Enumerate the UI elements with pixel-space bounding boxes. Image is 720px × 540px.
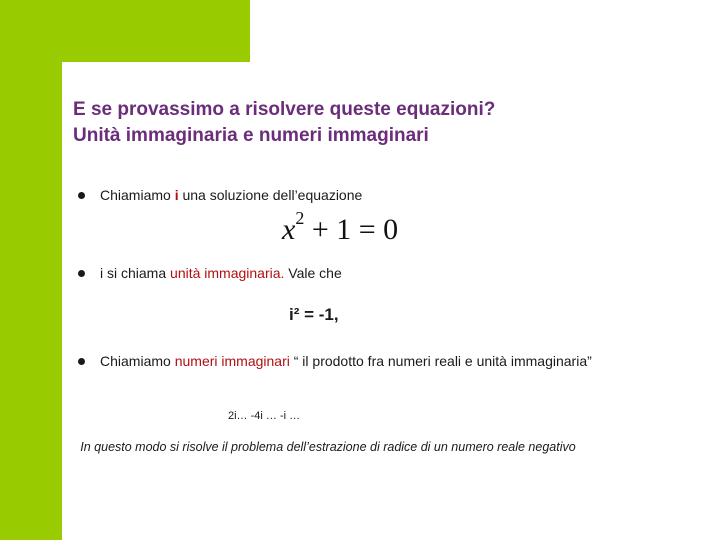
i-squared-formula: i² = -1, [289,305,339,324]
bullet-text-before: i si chiama [100,265,171,281]
bullet-text-after: “ il prodotto fra numeri reali e unità immaginaria” [289,353,592,369]
examples-text: 2i… -4i … -i … [228,410,301,422]
bullet-dot-icon [78,192,85,199]
equation-variable: x [282,213,296,246]
decorative-green-band [0,0,62,540]
equation-rest: + 1 = 0 [304,213,399,246]
bullet-highlight: unità immaginaria. [170,265,285,281]
footer-note: In questo modo si risolve il problema dell’estrazione di radice di un numero reale negativo [80,440,576,454]
bullet-text-before: Chiamiamo [100,187,175,203]
bullet-text-after: Vale che [284,265,342,281]
bullet-dot-icon [78,358,85,365]
bullet-dot-icon [78,270,85,277]
slide-title [73,97,693,149]
bullet-highlight: numeri immaginari [174,353,290,369]
equation-exponent: 2 [295,208,305,228]
title-line-2: Unità immaginaria e numeri immaginari [73,125,429,146]
title-line-1: E se provassimo a risolvere queste equazioni? [73,99,496,120]
bullet-highlight: i [174,187,179,203]
equation [282,208,399,247]
bullet-text-after: una soluzione dell’equazione [178,187,363,203]
bullet-text-before: Chiamiamo [100,353,175,369]
decorative-green-header [0,0,250,62]
